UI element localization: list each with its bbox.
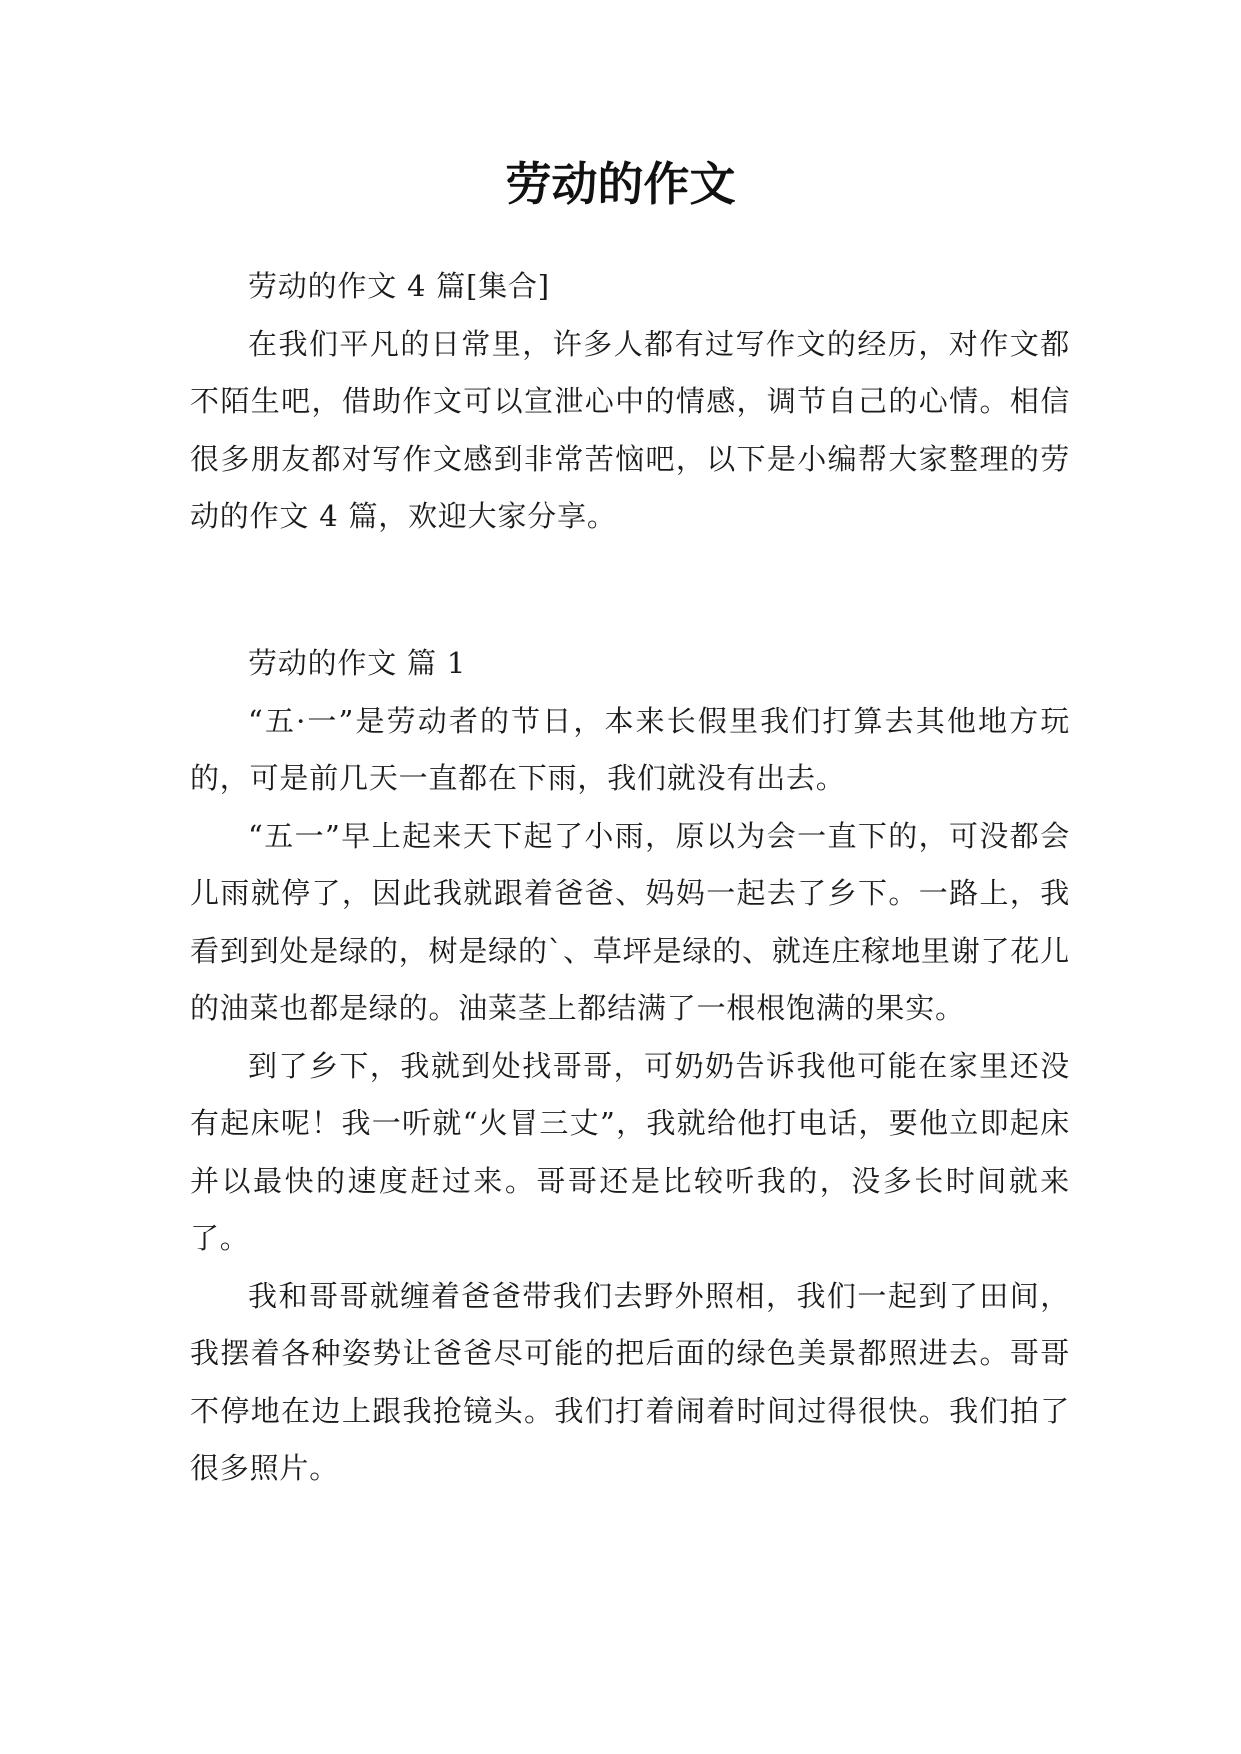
body-paragraph: “五·一”是劳动者的节日，本来长假里我们打算去其他地方玩的，可是前几天一直都在下雨，我们就没有出去。 [190, 703, 1070, 795]
page-title: 劳动的作文 [505, 157, 736, 211]
body-paragraph: “五一”早上起来天下起了小雨，原以为会一直下的，可没都会儿雨就停了，因此我就跟着爸爸、妈妈一起去了乡下。一路上，我看到到处是绿的，树是绿的`、草坪是绿的、就连庄稼地里谢了花儿的油菜也都是绿的。油菜茎上都结满了一根根饱满的果实。 [190, 818, 1070, 1025]
intro-subtitle: 劳动的作文 4 篇[集合] [248, 269, 550, 303]
section-heading: 劳动的作文 篇 1 [248, 646, 467, 680]
essay-section-1 [190, 635, 1070, 1498]
body-paragraph: 我和哥哥就缠着爸爸带我们去野外照相，我们一起到了田间，我摆着各种姿势让爸爸尽可能的把后面的绿色美景都照进去。哥哥不停地在边上跟我抢镜头。我们打着闹着时间过得很快。我们拍了很多照片。 [190, 1278, 1070, 1485]
body-paragraph: 到了乡下，我就到处找哥哥，可奶奶告诉我他可能在家里还没有起床呢！我一听就“火冒三丈”，我就给他打电话，要他立即起床并以最快的速度赶过来。哥哥还是比较听我的，没多长时间就来了。 [190, 1048, 1070, 1255]
intro-block [190, 258, 1070, 546]
intro-paragraph: 在我们平凡的日常里，许多人都有过写作文的经历，对作文都不陌生吧，借助作文可以宣泄心中的情感，调节自己的心情。相信很多朋友都对写作文感到非常苦恼吧，以下是小编帮大家整理的劳动的作文 4 篇，欢迎大家分享。 [190, 326, 1070, 533]
